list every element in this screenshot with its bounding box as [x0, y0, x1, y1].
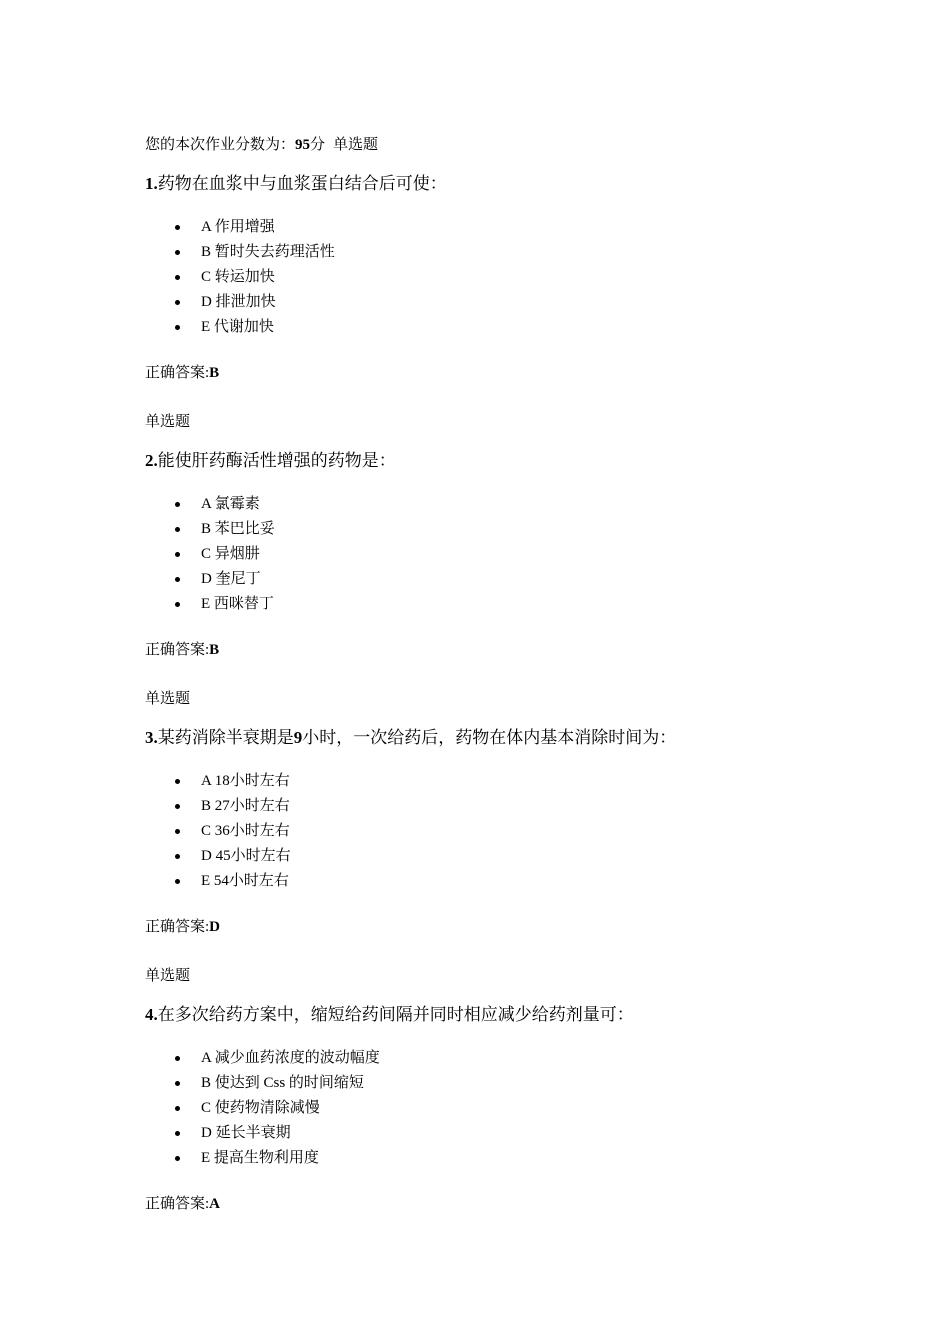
bullet-icon: [175, 225, 180, 230]
option-item: A 作用增强: [145, 215, 905, 240]
question-text: 4.在多次给药方案中，缩短给药间隔并同时相应减少给药剂量可：: [145, 1005, 634, 1024]
score-line: [145, 135, 378, 155]
option-item: B 27小时左右: [145, 794, 905, 819]
bullet-icon: [175, 1081, 180, 1086]
option-item: E 提高生物利用度: [145, 1146, 905, 1171]
correct-answer: 正确答案:B: [145, 642, 220, 658]
question-block-3: [145, 689, 905, 937]
bullet-icon: [175, 275, 180, 280]
bullet-icon: [175, 325, 180, 330]
question-text: 2.能使肝药酶活性增强的药物是：: [145, 451, 396, 470]
option-item: A 18小时左右: [145, 769, 905, 794]
bullet-icon: [175, 1131, 180, 1136]
bullet-icon: [175, 502, 180, 507]
bullet-icon: [175, 250, 180, 255]
option-item: D 奎尼丁: [145, 567, 905, 592]
correct-answer: 正确答案:B: [145, 365, 220, 381]
question-text: 3.某药消除半衰期是9小时，一次给药后，药物在体内基本消除时间为：: [145, 728, 677, 747]
question-block-1: [145, 172, 905, 383]
option-item: C 转运加快: [145, 265, 905, 290]
question-block-4: [145, 966, 905, 1214]
bullet-icon: [175, 829, 180, 834]
bullet-icon: [175, 779, 180, 784]
option-item: C 36小时左右: [145, 819, 905, 844]
correct-answer: 正确答案:A: [145, 1196, 221, 1212]
correct-answer: 正确答案:D: [145, 919, 221, 935]
bullet-icon: [175, 527, 180, 532]
bullet-icon: [175, 854, 180, 859]
bullet-icon: [175, 602, 180, 607]
option-item: A 氯霉素: [145, 492, 905, 517]
option-item: A 减少血药浓度的波动幅度: [145, 1046, 905, 1071]
question-type-label: 单选题: [145, 414, 191, 430]
option-list: [145, 769, 905, 894]
score-unit: 分: [310, 137, 326, 153]
option-item: C 异烟肼: [145, 542, 905, 567]
bullet-icon: [175, 879, 180, 884]
option-item: D 排泄加快: [145, 290, 905, 315]
option-item: B 使达到 Css 的时间缩短: [145, 1071, 905, 1096]
bullet-icon: [175, 300, 180, 305]
question-type-label: 单选题: [145, 691, 191, 707]
option-list: [145, 492, 905, 617]
question-block-2: [145, 412, 905, 660]
option-item: E 代谢加快: [145, 315, 905, 340]
option-item: D 45小时左右: [145, 844, 905, 869]
bullet-icon: [175, 1106, 180, 1111]
question-text: 1.药物在血浆中与血浆蛋白结合后可使：: [145, 174, 447, 193]
bullet-icon: [175, 1056, 180, 1061]
option-item: C 使药物清除减慢: [145, 1096, 905, 1121]
option-item: E 54小时左右: [145, 869, 905, 894]
bullet-icon: [175, 552, 180, 557]
score-prefix: 您的本次作业分数为：: [145, 137, 296, 153]
option-item: D 延长半衰期: [145, 1121, 905, 1146]
option-item: B 苯巴比妥: [145, 517, 905, 542]
question-type-label: 单选题: [333, 137, 379, 153]
option-list: [145, 215, 905, 340]
option-item: B 暂时失去药理活性: [145, 240, 905, 265]
option-item: E 西咪替丁: [145, 592, 905, 617]
bullet-icon: [175, 577, 180, 582]
bullet-icon: [175, 1156, 180, 1161]
score-value: 95: [295, 137, 311, 153]
bullet-icon: [175, 804, 180, 809]
option-list: [145, 1046, 905, 1171]
question-type-label: 单选题: [145, 968, 191, 984]
